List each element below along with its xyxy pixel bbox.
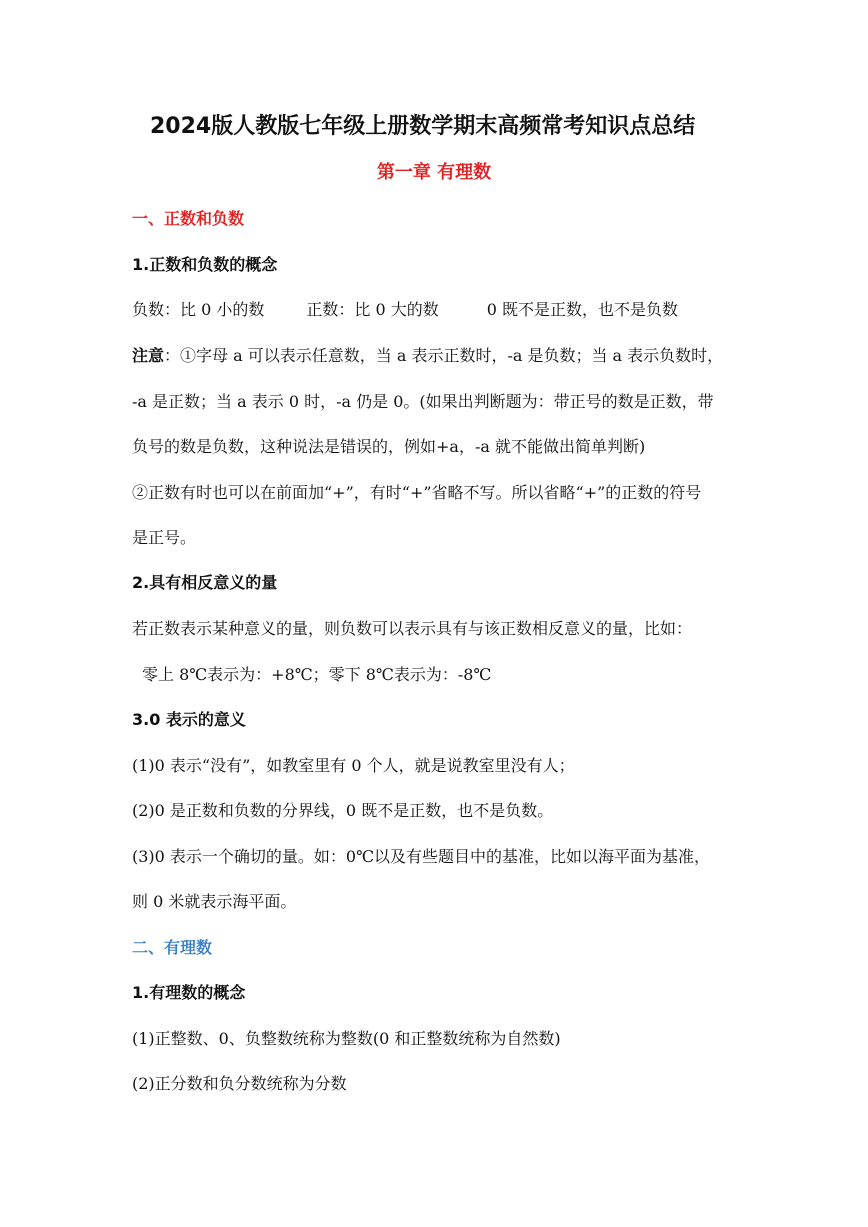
zero-meaning-2: (2)0 是正数和负数的分界线，0 既不是正数，也不是负数。 — [132, 801, 554, 820]
negative-definition: 负数：比 0 小的数 — [132, 300, 265, 319]
positive-definition: 正数：比 0 大的数 — [306, 300, 439, 319]
zero-definition: 0 既不是正数，也不是负数 — [486, 300, 678, 319]
subheading-1-3: 3.0 表示的意义 — [132, 710, 246, 729]
subheading-1-2: 2.具有相反意义的量 — [132, 573, 278, 592]
zero-meaning-4: 则 0 米就表示海平面。 — [132, 892, 297, 911]
note-line-3: 负号的数是负数，这种说法是错误的，例如+a，-a 就不能做出简单判断) — [132, 437, 646, 456]
opposite-line-2: 零上 8℃表示为：+8℃；零下 8℃表示为：-8℃ — [142, 665, 492, 684]
section-heading-1: 一、正数和负数 — [132, 209, 245, 228]
definition-line — [132, 299, 678, 321]
rational-line-2: (2)正分数和负分数统称为分数 — [132, 1074, 347, 1093]
section-heading-2: 二、有理数 — [132, 938, 213, 957]
page-title: 2024版人教版七年级上册数学期末高频常考知识点总结 — [150, 114, 696, 139]
note-line-4: ②正数有时也可以在前面加“+”，有时“+”省略不写。所以省略“+”的正数的符号 — [132, 483, 702, 502]
zero-meaning-1: (1)0 表示“没有”，如教室里有 0 个人，就是说教室里没有人； — [132, 756, 575, 775]
opposite-line-1: 若正数表示某种意义的量，则负数可以表示具有与该正数相反意义的量，比如： — [132, 619, 693, 638]
note-line-2: -a 是正数；当 a 表示 0 时，-a 仍是 0。(如果出判断题为：带正号的数是正数，带 — [132, 392, 714, 411]
note-line-5: 是正号。 — [132, 528, 197, 547]
note-text-1: ：①字母 a 可以表示任意数，当 a 表示正数时，-a 是负数；当 a 表示负数时， — [164, 346, 724, 365]
note-label: 注意 — [132, 346, 165, 365]
note-line-1 — [132, 345, 723, 367]
subheading-1-1: 1.正数和负数的概念 — [132, 255, 278, 274]
chapter-heading: 第一章 有理数 — [376, 162, 492, 183]
rational-line-1: (1)正整数、0、负整数统称为整数(0 和正整数统称为自然数) — [132, 1029, 561, 1048]
zero-meaning-3: (3)0 表示一个确切的量。如：0℃以及有些题目中的基准，比如以海平面为基准， — [132, 847, 711, 866]
subheading-2-1: 1.有理数的概念 — [132, 983, 246, 1002]
